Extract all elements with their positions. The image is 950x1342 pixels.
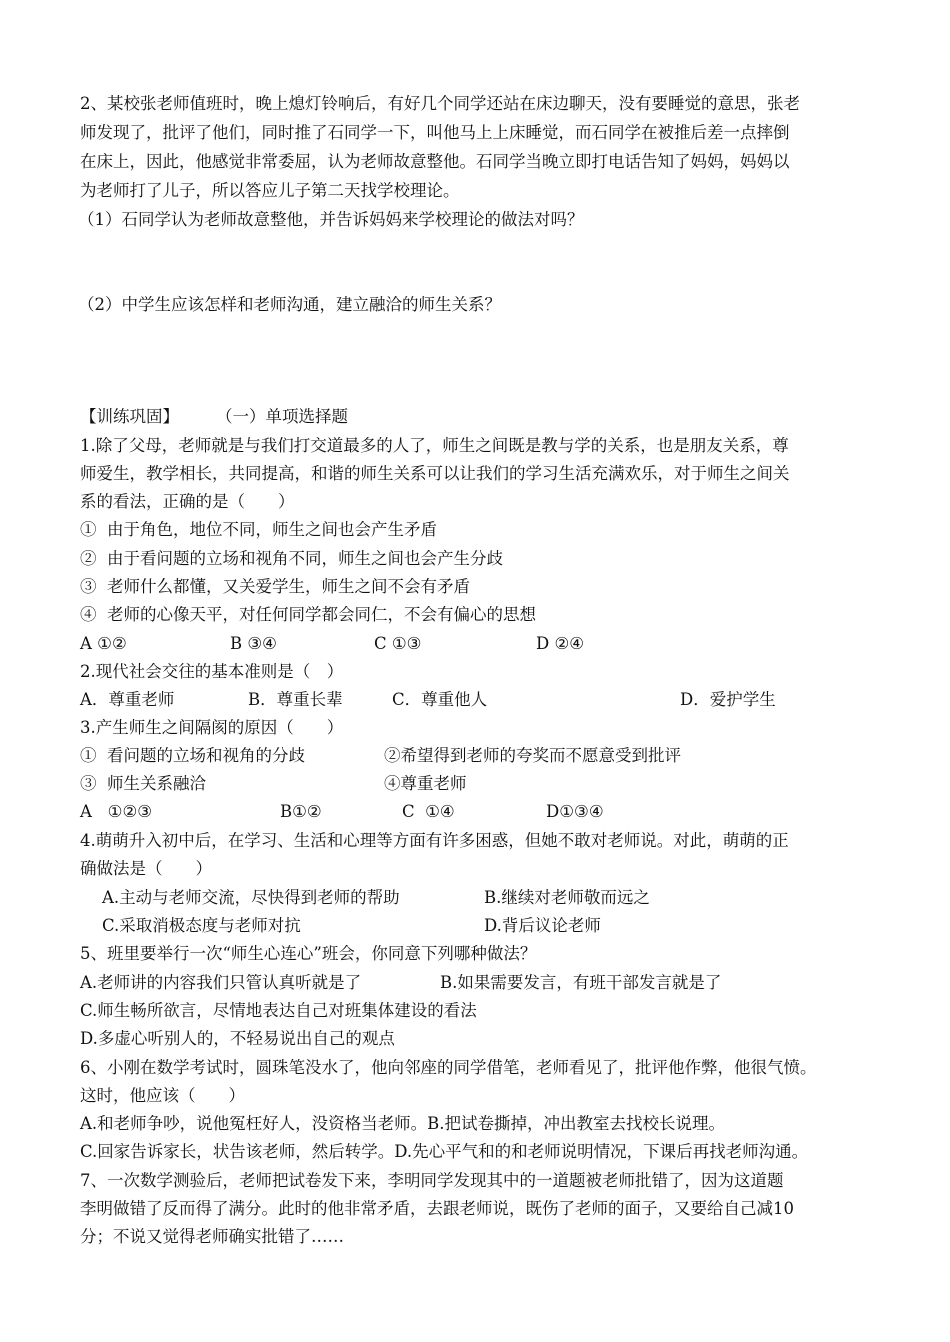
q2-option-d: D．爱护学生 <box>680 690 776 709</box>
q5-option-a: A.老师讲的内容我们只管认真听就是了 <box>80 973 362 992</box>
q1-stem-line-2: 师爱生，教学相长，共同提高，和谐的师生关系可以让我们的学习生活充满欢乐，对于师生之间关 <box>80 464 790 483</box>
q5-option-c: C.师生畅所欲言，尽情地表达自己对班集体建设的看法 <box>80 1001 477 1020</box>
q2-option-b: B．尊重长辈 <box>248 690 343 709</box>
case2-question-2: （2）中学生应该怎样和老师沟通，建立融洽的师生关系？ <box>78 295 501 314</box>
q3-option-a: A ①②③ <box>80 802 153 821</box>
q2-option-c: C．尊重他人 <box>392 690 488 709</box>
q1-option-c: C ①③ <box>374 634 422 653</box>
q3-option-b: B①② <box>280 802 322 821</box>
case2-line-4: 为老师打了儿子，所以答应儿子第二天找学校理论。 <box>80 181 460 200</box>
q7-stem-line-2: 李明做错了反而得了满分。此时的他非常矛盾，去跟老师说，既伤了老师的面子，又要给自己减10 <box>80 1199 794 1218</box>
q4-option-c: C.采取消极态度与老师对抗 <box>102 916 301 935</box>
case2-line-1: 2、某校张老师值班时，晚上熄灯铃响后，有好几个同学还站在床边聊天，没有要睡觉的意思，张老 <box>80 94 800 113</box>
q3-statement-2: ②希望得到老师的夸奖而不愿意受到批评 <box>384 746 681 765</box>
q7-stem-line-3: 分；不说又觉得老师确实批错了…… <box>80 1227 344 1246</box>
q1-option-d: D ②④ <box>536 634 585 653</box>
q6-options-ab: A.和老师争吵，说他冤枉好人，没资格当老师。B.把试卷撕掉，冲出教室去找校长说理。 <box>80 1114 726 1133</box>
q2-stem: 2.现代社会交往的基本准则是（ ） <box>80 662 344 681</box>
q5-option-b: B.如果需要发言，有班干部发言就是了 <box>440 973 722 992</box>
training-heading: 【训练巩固】 <box>80 407 179 426</box>
q4-option-d: D.背后议论老师 <box>484 916 601 935</box>
q3-option-d: D①③④ <box>546 802 604 821</box>
q1-stem-line-3: 系的看法，正确的是（ ） <box>80 492 295 511</box>
q4-option-b: B.继续对老师敬而远之 <box>484 888 650 907</box>
q4-stem-line-1: 4.萌萌升入初中后，在学习、生活和心理等方面有许多困惑，但她不敢对老师说。对此，萌萌的正 <box>80 831 789 850</box>
q1-statement-4: ④ 老师的心像天平，对任何同学都会同仁，不会有偏心的思想 <box>80 605 536 624</box>
case2-question-1: （1）石同学认为老师故意整他，并告诉妈妈来学校理论的做法对吗？ <box>78 210 584 229</box>
q3-statement-3: ③ 师生关系融洽 <box>80 774 206 793</box>
q5-stem: 5、班里要举行一次“师生心连心”班会，你同意下列哪种做法？ <box>80 944 537 963</box>
case2-line-2: 师发现了，批评了他们，同时推了石同学一下，叫他马上上床睡觉，而石同学在被推后差一点摔倒 <box>80 123 790 142</box>
q1-option-a: A ①② <box>80 634 127 653</box>
q1-statement-2: ② 由于看问题的立场和视角不同，师生之间也会产生分歧 <box>80 549 503 568</box>
q2-option-a: A．尊重老师 <box>80 690 175 709</box>
q3-option-c: C ①④ <box>402 802 455 821</box>
q7-stem-line-1: 7、一次数学测验后，老师把试卷发下来，李明同学发现其中的一道题被老师批错了，因为这道题 <box>80 1171 784 1190</box>
q1-stem-line-1: 1.除了父母，老师就是与我们打交道最多的人了，师生之间既是教与学的关系，也是朋友关系，尊 <box>80 436 789 455</box>
q6-options-cd: C.回家告诉家长，状告该老师，然后转学。D.先心平气和的和老师说明情况，下课后再找老师沟通。 <box>80 1142 809 1161</box>
q3-statement-1: ① 看问题的立场和视角的分歧 <box>80 746 305 765</box>
q3-stem: 3.产生师生之间隔阂的原因（ ） <box>80 718 344 737</box>
q5-option-d: D.多虚心听别人的，不轻易说出自己的观点 <box>80 1029 395 1048</box>
training-subheading: （一）单项选择题 <box>216 407 348 426</box>
q6-stem-line-1: 6、小刚在数学考试时，圆珠笔没水了，他向邻座的同学借笔，老师看见了，批评他作弊，他很气愤。 <box>80 1058 817 1077</box>
q1-statement-1: ① 由于角色，地位不同，师生之间也会产生矛盾 <box>80 520 437 539</box>
q4-stem-line-2: 确做法是（ ） <box>80 859 212 878</box>
q1-statement-3: ③ 老师什么都懂，又关爱学生，师生之间不会有矛盾 <box>80 577 470 596</box>
case2-line-3: 在床上，因此，他感觉非常委屈，认为老师故意整他。石同学当晚立即打电话告知了妈妈，妈妈以 <box>80 152 790 171</box>
q3-statement-4: ④尊重老师 <box>384 774 467 793</box>
q4-option-a: A.主动与老师交流，尽快得到老师的帮助 <box>102 888 400 907</box>
q6-stem-line-2: 这时，他应该（ ） <box>80 1086 245 1105</box>
q1-option-b: B ③④ <box>230 634 277 653</box>
